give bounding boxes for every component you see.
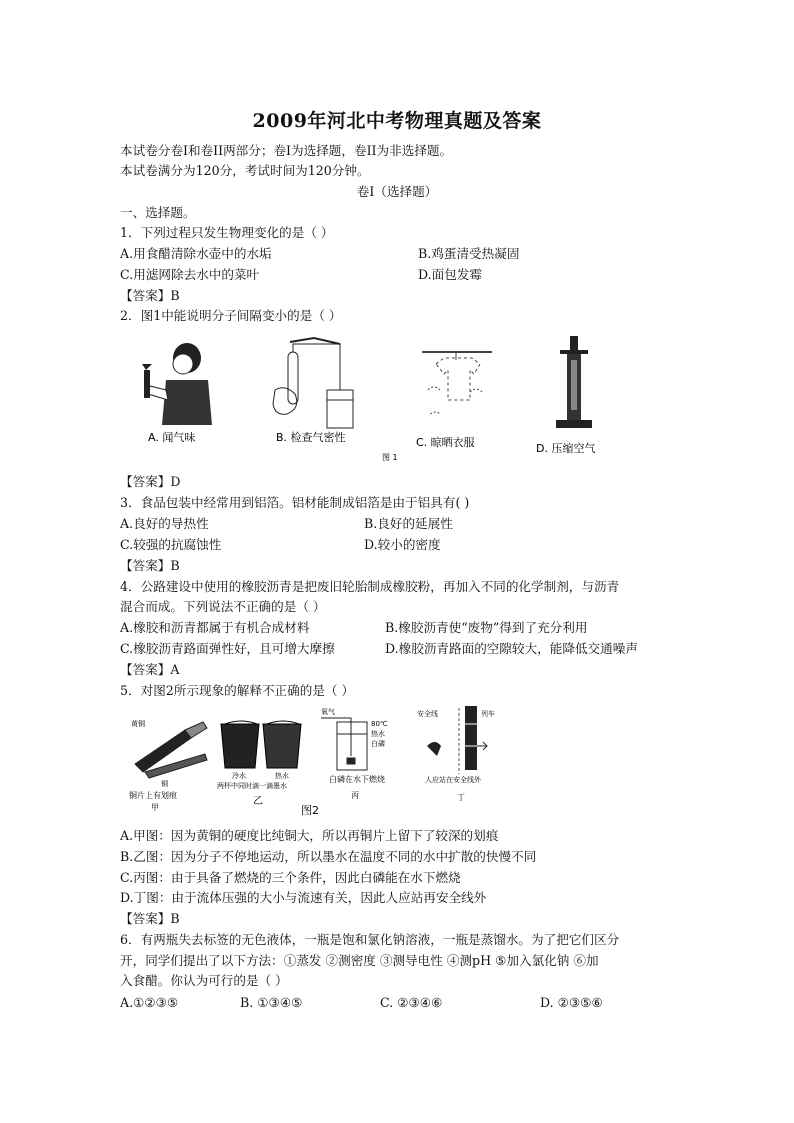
q4-option-d: D.橡胶沥青路面的空隙较大，能降低交通噪声 xyxy=(385,641,638,656)
q5-option-d: D.丁图：由于流体压强的大小与流速有关，因此人应站再安全线外 xyxy=(120,890,487,905)
q2-stem: 2．图1中能说明分子间隔变小的是（ ） xyxy=(120,308,342,323)
q3-answer: 【答案】B xyxy=(120,558,180,573)
q5-answer: 【答案】B xyxy=(120,911,180,926)
figure-2-bing-r2: 热水 xyxy=(371,730,385,738)
q1-option-d: D.面包发霉 xyxy=(418,267,483,282)
figure-2-bing-name: 丙 xyxy=(351,791,359,800)
q4-answer: 【答案】A xyxy=(120,662,180,677)
q4-option-a: A.橡胶和沥青都属于有机合成材料 xyxy=(120,620,310,635)
figure-2-jia-name: 甲 xyxy=(151,803,159,812)
q1-stem: 1．下列过程只发生物理变化的是（ ） xyxy=(120,225,334,240)
q1-option-b: B.鸡蛋清受热凝固 xyxy=(418,246,520,261)
figure-2-ding-top: 安全线 xyxy=(417,710,438,718)
figure-2-bing-r3: 白磷 xyxy=(371,740,385,748)
figure-2-yi-name: 乙 xyxy=(253,796,263,807)
q3-option-d: D.较小的密度 xyxy=(364,537,441,552)
figure-2-yi-caption: 两杯中同时滴一滴墨水 xyxy=(217,782,287,790)
figure-1-caption-c: C. 晾晒衣服 xyxy=(416,436,475,449)
intro-line-1: 本试卷分卷Ⅰ和卷II两部分；卷Ⅰ为选择题，卷II为非选择题。 xyxy=(120,143,453,158)
figure-1-caption-b: B. 检查气密性 xyxy=(276,431,346,444)
q1-answer: 【答案】B xyxy=(120,288,180,303)
figure-2-ding-right: 列车 xyxy=(481,710,495,718)
figure-1-caption-a: A. 闻气味 xyxy=(148,431,196,444)
q5-stem: 5．对图2所示现象的解释不正确的是（ ） xyxy=(120,683,355,698)
figure-2-diffusion xyxy=(221,721,301,768)
figure-2-phosphorus xyxy=(321,718,367,770)
q5-option-b: B.乙图：因为分子不停地运动，所以墨水在温度不同的水中扩散的快慢不同 xyxy=(120,849,537,864)
figure-1-boy-smelling xyxy=(142,343,212,425)
q2-answer: 【答案】D xyxy=(120,474,181,489)
q6-option-b: B. ①③④⑤ xyxy=(240,995,303,1010)
figure-1-drying-clothes xyxy=(422,352,492,414)
q4-stem-line-2: 混合而成。下列说法不正确的是（ ） xyxy=(120,599,326,614)
q3-option-c: C.较强的抗腐蚀性 xyxy=(120,537,222,552)
q6-option-c: C. ②③④⑥ xyxy=(380,995,443,1010)
q6-stem-line-3: 入食醋。你认为可行的是（ ） xyxy=(120,973,288,988)
figure-2-yi-right: 热水 xyxy=(275,772,289,780)
figure-1-caption-d: D. 压缩空气 xyxy=(536,442,596,455)
q6-stem-line-1: 6．有两瓶失去标签的无色液体，一瓶是饱和氯化钠溶液，一瓶是蒸馏水。为了把它们区分 xyxy=(120,932,620,947)
q3-stem: 3．食品包装中经常用到铝箔。铝材能制成铝箔是由于铝具有( ) xyxy=(120,495,470,510)
figure-2-scratch xyxy=(135,722,207,778)
figure-2-jia-label-top: 黄铜 xyxy=(131,720,145,728)
q6-stem-line-2: 开，同学们提出了以下方法：①蒸发 ②测密度 ③测导电性 ④测pH ⑤加入氯化钠 ⑥加 xyxy=(120,953,599,968)
q5-option-a: A.甲图：因为黄铜的硬度比纯铜大，所以再铜片上留下了较深的划痕 xyxy=(120,828,499,843)
q4-stem-line-1: 4．公路建设中使用的橡胶沥青是把废旧轮胎制成橡胶粉，再加入不同的化学制剂，与沥青 xyxy=(120,579,620,594)
figure-1-compressing-air xyxy=(556,336,592,428)
q3-option-a: A.良好的导热性 xyxy=(120,516,209,531)
figure-2-bing-r1: 80℃ xyxy=(371,720,388,728)
q5-option-c: C.丙图：由于具备了燃烧的三个条件，因此白磷能在水下燃烧 xyxy=(120,870,461,885)
q1-option-c: C.用滤网除去水中的菜叶 xyxy=(120,267,260,282)
part-title: 一、选择题。 xyxy=(120,205,196,220)
figure-1-airtight-check xyxy=(273,338,353,428)
section-title: 卷Ⅰ（选择题） xyxy=(356,184,438,199)
q3-option-b: B.良好的延展性 xyxy=(364,516,453,531)
figure-1-label: 图 1 xyxy=(382,453,398,462)
intro-line-2: 本试卷满分为120分，考试时间为120分钟。 xyxy=(120,163,370,178)
figure-2-bing-caption: 白磷在水下燃烧 xyxy=(329,775,385,784)
q6-option-d: D. ②③⑤⑥ xyxy=(540,995,603,1010)
q4-option-b: B.橡胶沥青使“废物”得到了充分利用 xyxy=(385,620,588,635)
figure-2-yi-left: 冷水 xyxy=(232,772,246,780)
q4-option-c: C.橡胶沥青路面弹性好，且可增大摩擦 xyxy=(120,641,335,656)
figure-2-jia-caption: 铜片上有划痕 xyxy=(129,791,177,800)
figure-2-ding-caption: 人应站在安全线外 xyxy=(425,776,481,784)
figure-2-label: 图2 xyxy=(301,804,319,817)
figure-1 xyxy=(130,330,630,465)
q1-option-a: A.用食醋清除水壶中的水垢 xyxy=(120,246,272,261)
figure-2-bing-top: 氧气 xyxy=(321,708,335,716)
figure-2 xyxy=(125,702,525,830)
page-title: 2009年河北中考物理真题及答案 xyxy=(252,110,542,132)
q6-option-a: A.①②③⑤ xyxy=(120,995,179,1010)
figure-2-jia-label-mid: 铜 xyxy=(161,780,168,788)
figure-2-ding-name: 丁 xyxy=(457,793,465,802)
